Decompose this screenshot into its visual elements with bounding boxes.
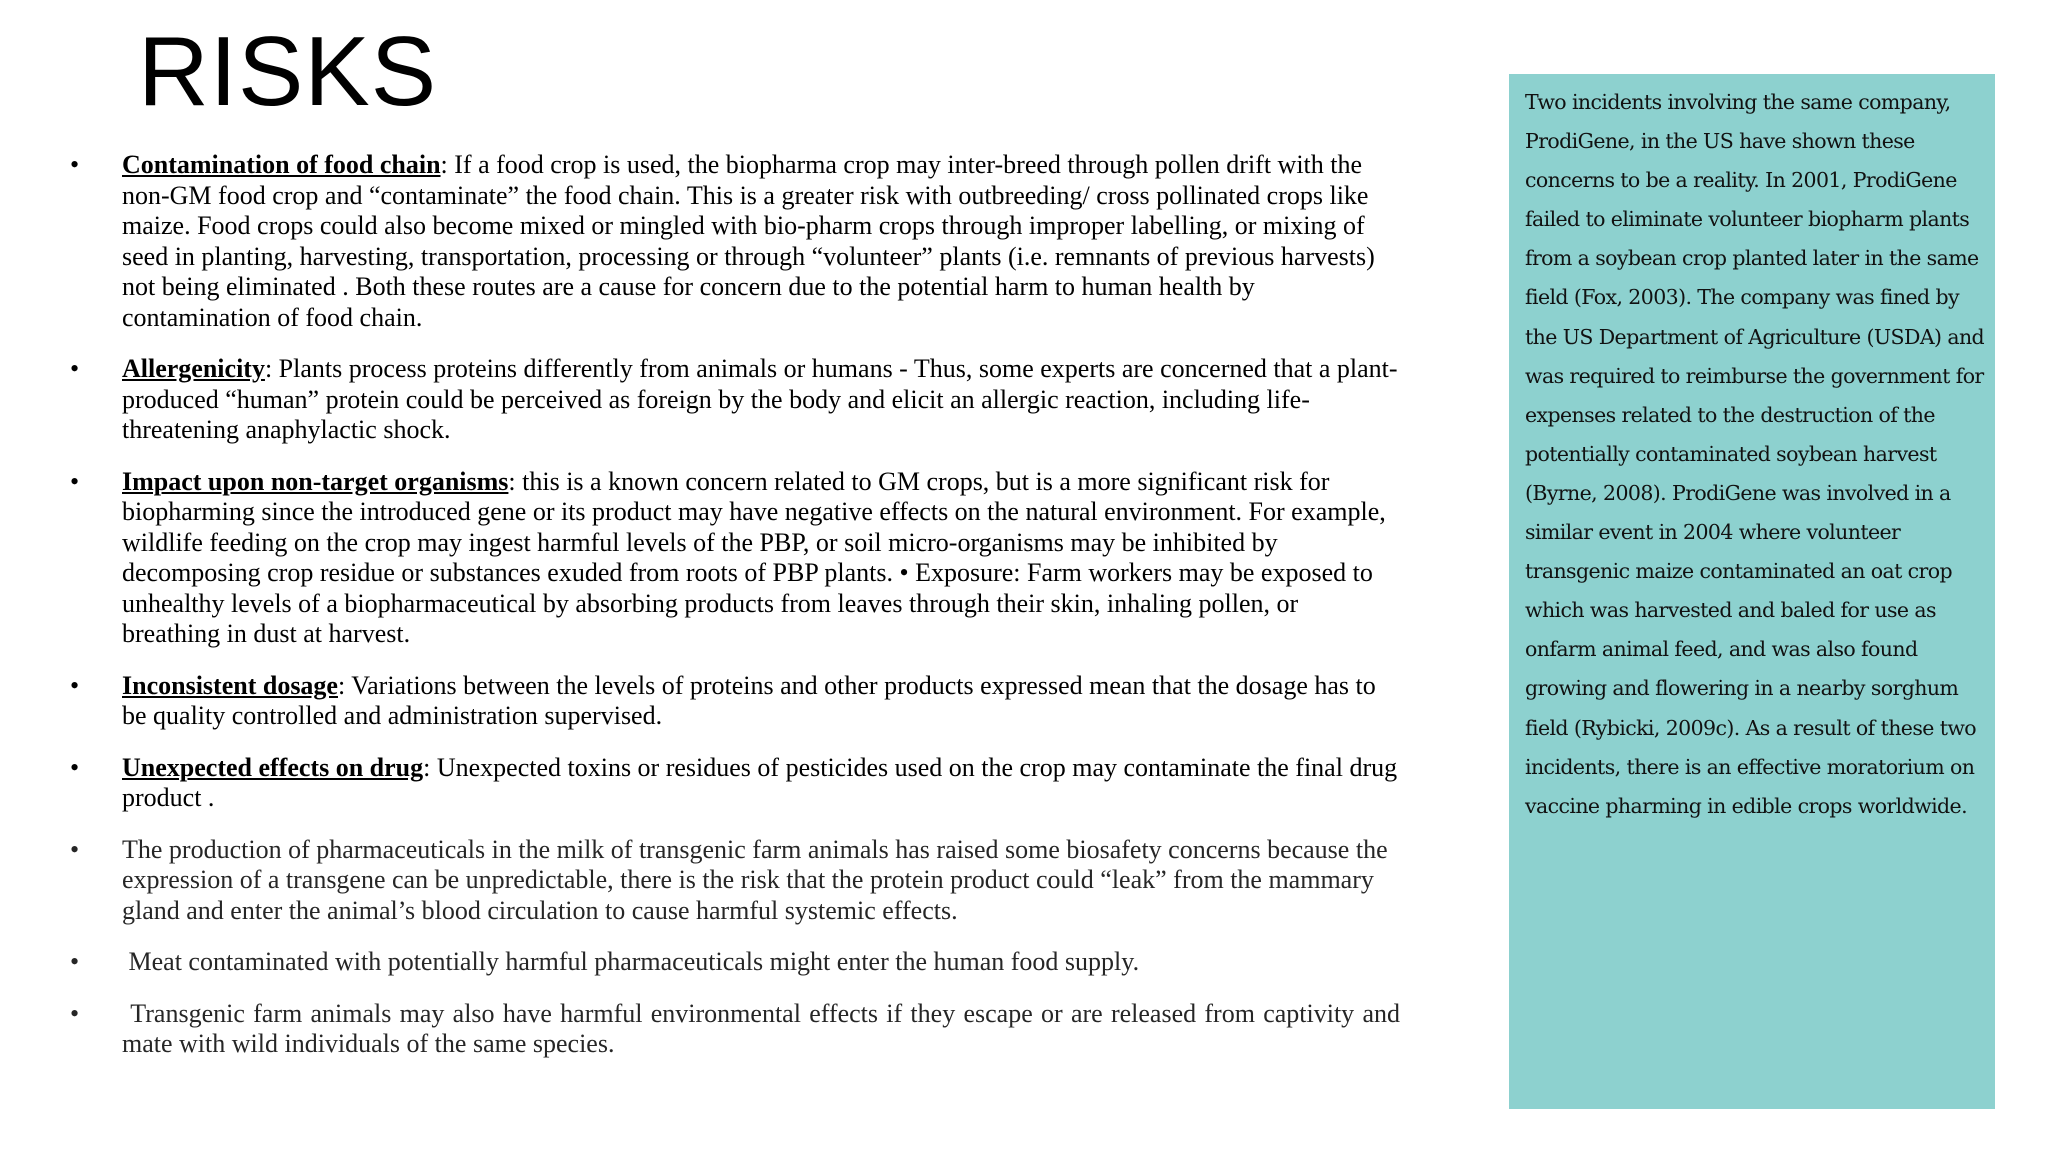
bullet-inconsistent-dosage (70, 671, 1400, 732)
bullet-icon: • (70, 466, 80, 496)
bullet-unexpected-effects (70, 753, 1400, 814)
bullet-icon: • (70, 998, 80, 1028)
bullet-heading: Inconsistent dosage (122, 670, 338, 700)
bullet-heading: Unexpected effects on drug (122, 752, 424, 782)
bullet-heading: Impact upon non-target organisms (122, 466, 509, 496)
bullet-text: : this is a known concern related to GM crops, but is a more significant risk for biopharming since the introduced gene or its product may have negative effects on the natural environment. For example, wildlife feeding on the crop may ingest harmful levels of the PBP, or soil micro-organisms may be inhibited by decomposing crop residue or substances exuded from roots of PBP plants. • Exposure: Farm workers may be exposed to unhealthy levels of a biopharmaceutical by absorbing products from leaves through their skin, inhaling pollen, or breathing in dust at harvest. (122, 466, 1386, 648)
bullet-text: : If a food crop is used, the biopharma crop may inter-breed through pollen drift with the non-GM food crop and “contaminate” the food chain. This is a greater risk with outbreeding/ cross pollinated crops like maize. Food crops could also become mixed or mingled with bio-pharm crops through improper labelling, or mixing of seed in planting, harvesting, transportation, processing or through “volunteer” plants (i.e. remnants of previous harvests) not being eliminated . Both these routes are a cause for concern due to the potential harm to human health by contamination of food chain. (122, 150, 1375, 332)
bullet-text: : Variations between the levels of proteins and other products expressed mean that the dosage has to be quality controlled and administration supervised. (122, 670, 1376, 730)
bullet-text: : Plants process proteins differently from animals or humans - Thus, some experts are concerned that a plant-produced “human” protein could be perceived as foreign by the body and elicit an allergic reaction, including life-threatening anaphylactic shock. (122, 354, 1398, 444)
bullet-contamination-food-chain (70, 150, 1400, 333)
bullet-heading: Allergenicity (122, 354, 265, 383)
bullet-icon: • (70, 752, 80, 782)
side-panel-text: Two incidents involving the same company, ProdiGene, in the US have shown these concerns to be a reality. In 2001, ProdiGene failed to eliminate volunteer biopharm plants from a soybean crop planted later in the same field (Fox, 2003). The company was fined by the US Department of Agriculture (USDA) and was required to reimburse the government for expenses related to the destruction of the potentially contaminated soybean harvest (Byrne, 2008). ProdiGene was involved in a similar event in 2004 where volunteer transgenic maize contaminated an oat crop which was harvested and baled for use as onfarm animal feed, and was also found growing and flowering in a nearby sorghum field (Rybicki, 2009c). As a result of these two incidents, there is an effective moratorium on vaccine pharming in edible crops worldwide. (1525, 90, 1985, 818)
bullet-text: Meat contaminated with potentially harmful pharmaceuticals might enter the human food supply. (122, 947, 1140, 976)
bullet-icon: • (70, 150, 80, 179)
bullet-icon: • (70, 947, 80, 976)
bullet-milk-pharmaceuticals (70, 835, 1400, 927)
bullet-environmental-effects (70, 998, 1407, 1060)
risk-bullet-list (70, 150, 1407, 1081)
bullet-text: The production of pharmaceuticals in the milk of transgenic farm animals has raised some biosafety concerns because the expression of a transgene can be unpredictable, there is the risk that the protein product could “leak” from the mammary gland and enter the animal’s blood circulation to cause harmful systemic effects. (122, 834, 1388, 925)
slide-title: RISKS (138, 16, 438, 126)
bullet-text: : Unexpected toxins or residues of pesticides used on the crop may contaminate the final drug product . (122, 752, 1398, 812)
prodigene-side-panel (1509, 74, 1995, 1109)
bullet-meat-contamination (70, 947, 1400, 978)
bullet-icon: • (70, 354, 80, 383)
bullet-icon: • (70, 670, 80, 700)
bullet-heading: Contamination of food chain (122, 150, 441, 179)
bullet-allergenicity (70, 354, 1400, 446)
bullet-icon: • (70, 834, 80, 864)
bullet-text: Transgenic farm animals may also have harmful environmental effects if they escape or are released from captivity and mate with wild individuals of the same species. (122, 998, 1407, 1058)
bullet-non-target-organisms (70, 467, 1400, 650)
